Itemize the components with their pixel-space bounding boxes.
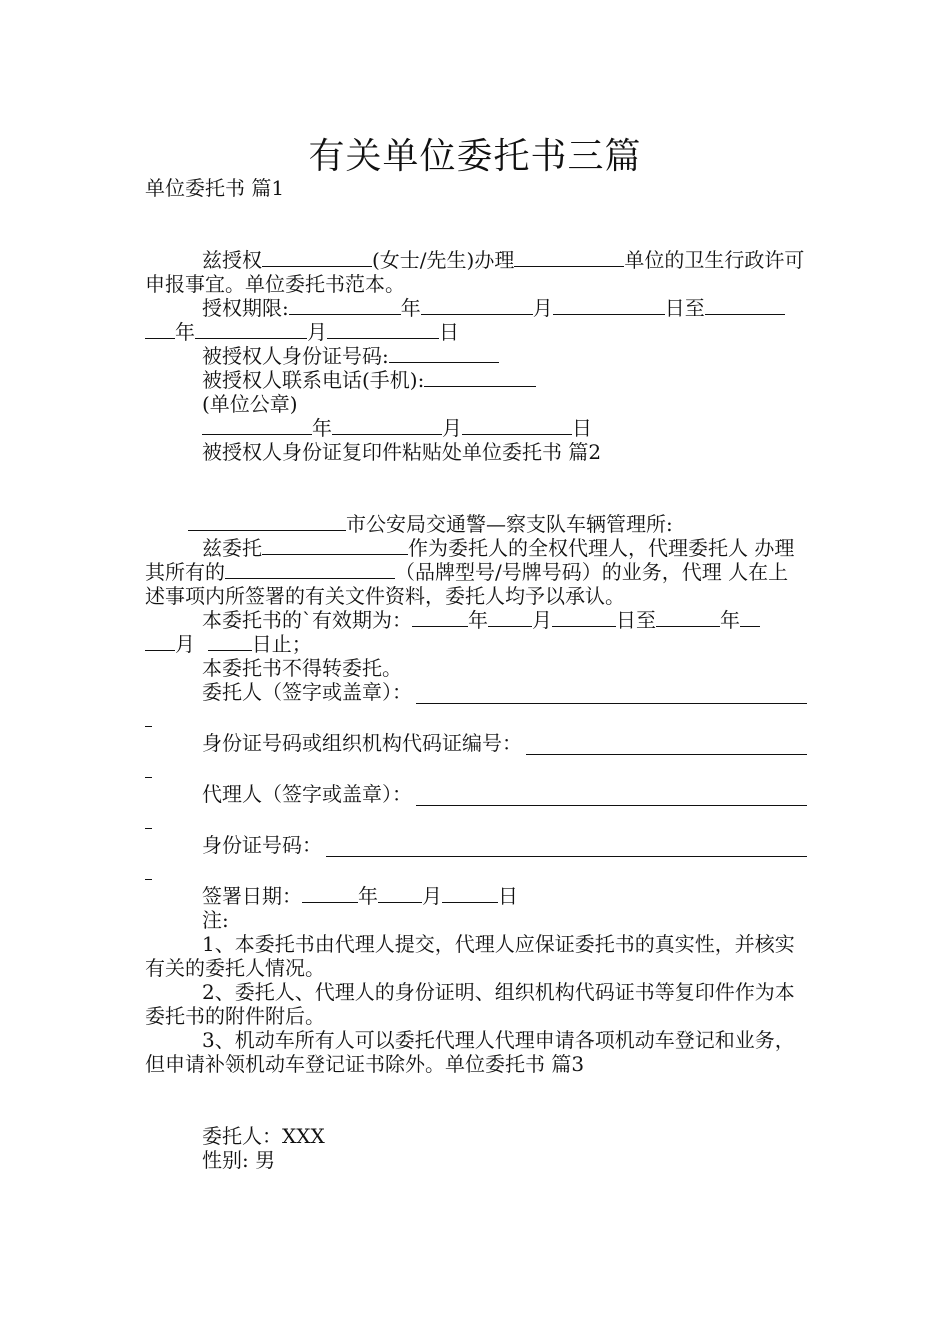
text: 代理人（签字或盖章）： (202, 782, 412, 806)
document-title: 有关单位委托书三篇 (308, 136, 642, 177)
line-continuation (145, 755, 152, 778)
blank (656, 608, 720, 627)
spacer (145, 1076, 807, 1124)
addressee-line (145, 512, 807, 536)
blank (488, 608, 532, 627)
phone-line (145, 368, 807, 392)
text: 月 (422, 884, 442, 908)
text: 身份证号码： (202, 833, 322, 857)
signature-line (416, 685, 807, 704)
text: 本委托书的`有效期为： (202, 608, 412, 632)
agent-signature-row (145, 782, 807, 806)
blank (389, 344, 499, 363)
validity-line-end (145, 632, 807, 656)
text: 年 (720, 608, 740, 632)
section1-heading: 单位委托书 篇1 (145, 176, 285, 200)
blank (424, 368, 536, 387)
text: 市公安局交通警—察支队车辆管理所: (346, 512, 673, 536)
signature-line (416, 787, 807, 806)
gender-line: 性别: 男 (202, 1148, 276, 1172)
blank-unit (514, 248, 624, 267)
principal-line: 委托人：XXX (202, 1124, 325, 1148)
signing-date-line (145, 884, 807, 908)
blank (740, 608, 760, 627)
blank (412, 608, 468, 627)
authorization-paragraph (145, 248, 807, 296)
blank (262, 536, 408, 555)
blank (195, 320, 307, 339)
seal-date (145, 416, 807, 440)
text: 授权期限: (202, 296, 289, 320)
blank (552, 608, 616, 627)
text: 委托人（签字或盖章）： (202, 680, 412, 704)
blank (188, 512, 346, 531)
authorization-period-end (145, 320, 807, 344)
text: 月 (442, 416, 462, 440)
blank (332, 416, 442, 435)
text: 签署日期： (202, 884, 302, 908)
validity-line (145, 608, 807, 632)
no-transfer-line: 本委托书不得转委托。 (202, 656, 402, 680)
text: 月 (175, 632, 195, 656)
blank (553, 296, 665, 315)
unit-seal: (单位公章) (202, 392, 298, 416)
text: 月 (532, 608, 552, 632)
blank (442, 884, 498, 903)
text: 月 (307, 320, 327, 344)
text: 日至 (664, 296, 705, 320)
note-item-2: 2、委托人、代理人的身份证明、组织机构代码证书等复印件作为本委托书的附件附后。 (145, 980, 795, 1028)
text: 身份证号码或组织机构代码证编号： (202, 731, 522, 755)
text: 年 (312, 416, 332, 440)
text: 年 (400, 296, 421, 320)
authorization-period (145, 296, 807, 320)
principal-signature-row (145, 680, 807, 704)
text: 兹授权 (202, 248, 262, 272)
blank (462, 416, 572, 435)
text: 兹委托 (202, 536, 262, 560)
text: 日止； (251, 632, 312, 656)
blank (705, 296, 785, 315)
blank (208, 632, 252, 651)
text: (女士/先生)办理 (372, 248, 515, 272)
blank (327, 320, 439, 339)
text: 被授权人身份证号码: (202, 344, 389, 368)
note-heading: 注: (202, 908, 229, 932)
id-copy-paste-area: 被授权人身份证复印件粘贴处单位委托书 篇2 (202, 440, 602, 464)
text: 日 (572, 416, 592, 440)
line-continuation (145, 704, 152, 727)
note-item-1: 1、本委托书由代理人提交，代理人应保证委托书的真实性，并核实有关的委托人情况。 (145, 932, 795, 980)
principal-id-row (145, 731, 807, 755)
text: 单位的卫生行政许可申报事宜。单位委托书范本。 (145, 248, 805, 296)
agent-id-row (145, 833, 807, 857)
text: 日 (498, 884, 518, 908)
entrust-paragraph (145, 536, 807, 608)
line-continuation (145, 857, 152, 880)
blank (378, 884, 422, 903)
spacer (145, 464, 807, 512)
spacer (145, 200, 807, 248)
text: 月 (532, 296, 553, 320)
id-number-line (145, 344, 807, 368)
blank (421, 296, 533, 315)
line-continuation (145, 806, 152, 829)
text: 日 (439, 320, 459, 344)
signature-line (326, 838, 807, 857)
blank (225, 560, 395, 579)
document-body (145, 176, 807, 1172)
blank (289, 296, 401, 315)
blank (145, 632, 175, 651)
text: （品牌型号/号牌号码）的业务，代理 人在上述事项内所签署的有关文件资料，委托人均予以承认。 (145, 560, 789, 608)
blank (145, 320, 175, 339)
blank (202, 416, 312, 435)
blank (302, 884, 358, 903)
text: 年 (468, 608, 488, 632)
signature-line (526, 736, 807, 755)
text: 被授权人联系电话(手机): (202, 368, 425, 392)
note-item-3: 3、机动车所有人可以委托代理人代理申请各项机动车登记和业务，但申请补领机动车登记证书除外。单位委托书 篇3 (145, 1028, 795, 1076)
text: 年 (175, 320, 195, 344)
text: 作为委托人的全权代理人，代理委托人 办理其所有的 (145, 536, 795, 584)
text: 年 (358, 884, 378, 908)
text: 日至 (616, 608, 656, 632)
blank-name (262, 248, 372, 267)
